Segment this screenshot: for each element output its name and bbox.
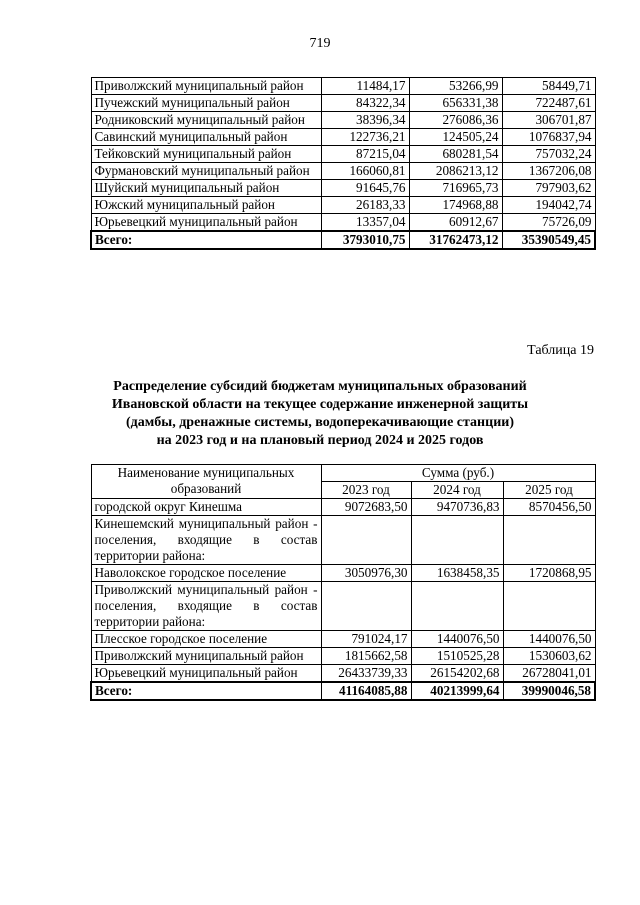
name-cell: Приволжский муниципальный район bbox=[91, 648, 321, 665]
name-cell: Южский муниципальный район bbox=[91, 197, 321, 214]
name-cell: Кинешемский муниципальный район - поселения, входящие в состав территории района: bbox=[91, 516, 321, 565]
amount-cell: 1367206,08 bbox=[502, 163, 595, 180]
amount-cell: 60912,67 bbox=[409, 214, 502, 232]
amount-cell: 722487,61 bbox=[502, 95, 595, 112]
table-row bbox=[91, 516, 595, 565]
amount-cell bbox=[321, 582, 411, 631]
amount-cell: 276086,36 bbox=[409, 112, 502, 129]
amount-cell: 3050976,30 bbox=[321, 565, 411, 582]
amount-cell bbox=[411, 516, 503, 565]
table-row bbox=[91, 565, 595, 582]
amount-cell: 8570456,50 bbox=[503, 499, 595, 516]
amount-cell: 75726,09 bbox=[502, 214, 595, 232]
header-sum-column: Сумма (руб.) bbox=[321, 465, 595, 482]
total-row bbox=[91, 682, 595, 700]
amount-cell: 122736,21 bbox=[321, 129, 409, 146]
amount-cell: 797903,62 bbox=[502, 180, 595, 197]
name-cell: Всего: bbox=[91, 231, 321, 249]
table-row bbox=[91, 665, 595, 683]
amount-cell: 40213999,64 bbox=[411, 682, 503, 700]
amount-cell: 26183,33 bbox=[321, 197, 409, 214]
amount-cell: 716965,73 bbox=[409, 180, 502, 197]
name-cell: Родниковский муниципальный район bbox=[91, 112, 321, 129]
amount-cell bbox=[503, 516, 595, 565]
subsidy-table-continued bbox=[90, 77, 596, 250]
table-row bbox=[91, 163, 595, 180]
amount-cell: 1720868,95 bbox=[503, 565, 595, 582]
table-title-line: Распределение субсидий бюджетам муниципальных образований bbox=[113, 379, 527, 394]
amount-cell: 680281,54 bbox=[409, 146, 502, 163]
amount-cell: 58449,71 bbox=[502, 78, 595, 95]
amount-cell: 1440076,50 bbox=[411, 631, 503, 648]
name-cell: Всего: bbox=[91, 682, 321, 700]
amount-cell: 2086213,12 bbox=[409, 163, 502, 180]
amount-cell: 11484,17 bbox=[321, 78, 409, 95]
header-name-column: Наименование муниципальных образований bbox=[91, 465, 321, 499]
name-cell: Приволжский муниципальный район bbox=[91, 78, 321, 95]
table-row bbox=[91, 180, 595, 197]
table-row bbox=[91, 214, 595, 232]
amount-cell: 26728041,01 bbox=[503, 665, 595, 683]
table-row bbox=[91, 112, 595, 129]
amount-cell: 35390549,45 bbox=[502, 231, 595, 249]
name-cell: Тейковский муниципальный район bbox=[91, 146, 321, 163]
amount-cell: 194042,74 bbox=[502, 197, 595, 214]
name-cell: Юрьевецкий муниципальный район bbox=[91, 214, 321, 232]
amount-cell: 26154202,68 bbox=[411, 665, 503, 683]
table-title-line: Ивановской области на текущее содержание инженерной защиты bbox=[111, 397, 529, 412]
amount-cell: 1815662,58 bbox=[321, 648, 411, 665]
amount-cell: 1440076,50 bbox=[503, 631, 595, 648]
subsidy-table-19 bbox=[90, 464, 596, 701]
amount-cell: 791024,17 bbox=[321, 631, 411, 648]
name-cell: Пучежский муниципальный район bbox=[91, 95, 321, 112]
amount-cell: 87215,04 bbox=[321, 146, 409, 163]
amount-cell: 41164085,88 bbox=[321, 682, 411, 700]
amount-cell: 1076837,94 bbox=[502, 129, 595, 146]
name-cell: Фурмановский муниципальный район bbox=[91, 163, 321, 180]
header-year: 2023 год bbox=[321, 482, 411, 499]
table-row bbox=[91, 95, 595, 112]
amount-cell bbox=[411, 582, 503, 631]
amount-cell: 9072683,50 bbox=[321, 499, 411, 516]
amount-cell: 1510525,28 bbox=[411, 648, 503, 665]
amount-cell: 174968,88 bbox=[409, 197, 502, 214]
amount-cell: 757032,24 bbox=[502, 146, 595, 163]
header-year: 2025 год bbox=[503, 482, 595, 499]
name-cell: Юрьевецкий муниципальный район bbox=[91, 665, 321, 683]
amount-cell: 13357,04 bbox=[321, 214, 409, 232]
amount-cell: 306701,87 bbox=[502, 112, 595, 129]
amount-cell bbox=[503, 582, 595, 631]
name-cell: Приволжский муниципальный район - поселения, входящие в состав территории района: bbox=[91, 582, 321, 631]
table-row bbox=[91, 499, 595, 516]
table-title-line: (дамбы, дренажные системы, водоперекачивающие станции) bbox=[125, 415, 514, 430]
amount-cell: 9470736,83 bbox=[411, 499, 503, 516]
amount-cell: 39990046,58 bbox=[503, 682, 595, 700]
amount-cell: 1638458,35 bbox=[411, 565, 503, 582]
table-row bbox=[91, 197, 595, 214]
table-title bbox=[100, 378, 540, 450]
amount-cell: 38396,34 bbox=[321, 112, 409, 129]
table-row bbox=[91, 78, 595, 95]
table-row bbox=[91, 146, 595, 163]
amount-cell: 91645,76 bbox=[321, 180, 409, 197]
table-row bbox=[91, 631, 595, 648]
amount-cell: 53266,99 bbox=[409, 78, 502, 95]
table-label: Таблица 19 bbox=[527, 343, 594, 358]
table-title-line: на 2023 год и на плановый период 2024 и 2025 годов bbox=[156, 433, 484, 448]
amount-cell: 124505,24 bbox=[409, 129, 502, 146]
amount-cell: 84322,34 bbox=[321, 95, 409, 112]
amount-cell: 656331,38 bbox=[409, 95, 502, 112]
amount-cell: 3793010,75 bbox=[321, 231, 409, 249]
amount-cell: 26433739,33 bbox=[321, 665, 411, 683]
amount-cell: 31762473,12 bbox=[409, 231, 502, 249]
amount-cell: 166060,81 bbox=[321, 163, 409, 180]
table-row bbox=[91, 648, 595, 665]
total-row bbox=[91, 231, 595, 249]
table-header-row bbox=[91, 465, 595, 482]
name-cell: Плесское городское поселение bbox=[91, 631, 321, 648]
table-row bbox=[91, 129, 595, 146]
name-cell: городской округ Кинешма bbox=[91, 499, 321, 516]
page-number: 719 bbox=[309, 36, 331, 51]
name-cell: Наволокское городское поселение bbox=[91, 565, 321, 582]
header-year: 2024 год bbox=[411, 482, 503, 499]
amount-cell: 1530603,62 bbox=[503, 648, 595, 665]
amount-cell bbox=[321, 516, 411, 565]
name-cell: Шуйский муниципальный район bbox=[91, 180, 321, 197]
table-row bbox=[91, 582, 595, 631]
name-cell: Савинский муниципальный район bbox=[91, 129, 321, 146]
